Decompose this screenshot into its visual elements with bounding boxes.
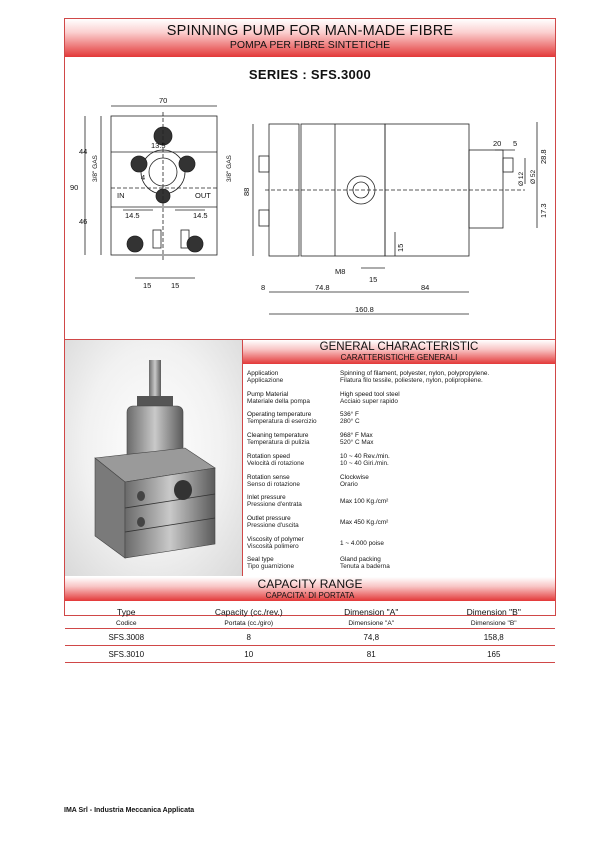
spec-label: Viscosity of polymer (247, 536, 304, 543)
pump-photo-illustration (65, 340, 243, 576)
spec-label-it: Temperatura di pulizia (247, 439, 310, 447)
dim-4: 4 (141, 173, 146, 182)
col-header-codice: Codice (65, 618, 188, 629)
spec-label: Seal type (247, 556, 274, 563)
capacity-header-row-it (65, 618, 555, 629)
col-header-type: Type (117, 607, 136, 617)
capacity-table (65, 606, 555, 663)
spec-value: 1 ~ 4.000 poise (340, 540, 384, 547)
cell-dim-b: 158,8 (433, 629, 556, 646)
spec-value: Spinning of filament, polyester, nylon, polypropylene. (340, 370, 490, 377)
cell-capacity: 8 (188, 629, 311, 646)
spec-label-it: Pressione d'uscita (247, 522, 299, 530)
label-in: IN (117, 191, 125, 200)
dim-13-5: 13.5 (151, 141, 166, 150)
dim-14-5-left: 14.5 (125, 211, 140, 220)
spec-value: 10 ~ 40 Rev./min. (340, 453, 390, 460)
spec-label: Cleaning temperature (247, 432, 309, 439)
label-out: OUT (195, 191, 211, 200)
cell-type: SFS.3010 (65, 646, 188, 663)
dim-88: 88 (242, 187, 251, 196)
spec-label-it: Pressione d'entrata (247, 501, 302, 509)
dim-74-8: 74.8 (315, 283, 330, 292)
dim-28-8: 28.8 (539, 149, 548, 164)
capacity-range-banner (65, 577, 555, 601)
cell-dim-b: 165 (433, 646, 556, 663)
dim-44: 44 (79, 147, 88, 156)
general-characteristic-banner (243, 340, 555, 364)
table-row (65, 629, 555, 646)
dim-m8: M8 (335, 267, 346, 276)
spec-label: Outlet pressure (247, 515, 291, 522)
cell-dim-a: 81 (310, 646, 433, 663)
dim-14-5-right: 14.5 (193, 211, 208, 220)
dim-84: 84 (421, 283, 430, 292)
gas-left: 3/8" GAS (92, 155, 99, 182)
capacity-subtitle: CAPACITA' DI PORTATA (265, 591, 355, 600)
company-footer: IMA Srl - Industria Meccanica Applicata (64, 807, 195, 814)
spec-label: Inlet pressure (247, 494, 286, 501)
spec-label: Operating temperature (247, 411, 312, 418)
cell-capacity: 10 (188, 646, 311, 663)
col-header-dim-a: Dimension "A" (344, 607, 399, 617)
col-header-dimensione-a: Dimensione "A" (310, 618, 433, 629)
dim-15-left: 15 (143, 281, 152, 290)
col-header-dimensione-b: Dimensione "B" (433, 618, 556, 629)
spec-value-it: Tenuta a baderna (340, 563, 390, 571)
spec-value-it: 280° C (340, 418, 360, 426)
dim-20: 20 (493, 139, 502, 148)
spec-value-it: Filatura filo tessile, poliestere, nylon, polipropilene. (340, 377, 483, 385)
pump-photo (65, 340, 243, 576)
dim-phi-52: Ø 52 (530, 169, 537, 184)
dim-8: 8 (261, 283, 266, 292)
spec-label-it: Tipo guarnizione (247, 563, 295, 571)
col-header-portata: Portata (cc./giro) (188, 618, 311, 629)
spec-label-it: Materiale della pompa (247, 398, 310, 406)
title-banner (65, 19, 555, 57)
dim-15-right: 15 (171, 281, 180, 290)
page-title: SPINNING PUMP FOR MAN-MADE FIBRE (166, 23, 454, 39)
dim-5: 5 (513, 139, 518, 148)
general-subtitle: CARATTERISTICHE GENERALI (340, 353, 458, 362)
spec-label-it: Senso di rotazione (247, 481, 300, 489)
dim-phi-12: Ø 12 (518, 171, 525, 186)
cell-type: SFS.3008 (65, 629, 188, 646)
spec-value: Max 450 Kg./cm² (340, 519, 389, 526)
dim-160-8: 160.8 (355, 305, 374, 314)
series-heading: SERIES : SFS.3000 (248, 67, 372, 82)
technical-drawing (65, 92, 555, 328)
col-header-dim-b: Dimension "B" (466, 607, 521, 617)
page-subtitle: POMPA PER FIBRE SINTETICHE (229, 39, 391, 51)
dim-70: 70 (159, 96, 168, 105)
spec-value: 968° F Max (340, 432, 373, 439)
capacity-header-row (65, 606, 555, 618)
spec-label: Rotation speed (247, 453, 290, 460)
dim-90: 90 (70, 183, 79, 192)
spec-value-it: 520° C Max (340, 439, 374, 447)
dim-15-vertical: 15 (396, 243, 405, 252)
gas-right: 3/8" GAS (226, 155, 233, 182)
general-title: GENERAL CHARACTERISTIC (319, 341, 479, 353)
spec-label-it: Velocità di rotazione (247, 460, 305, 468)
cell-dim-a: 74,8 (310, 629, 433, 646)
spec-value: High speed tool steel (340, 391, 400, 398)
spec-label-it: Viscosità polimero (247, 543, 299, 551)
spec-value: Max 100 Kg./cm² (340, 498, 389, 505)
spec-value: Gland packing (340, 556, 381, 563)
spec-label: Rotation sense (247, 474, 290, 481)
col-header-capacity: Capacity (cc./rev.) (214, 607, 283, 617)
spec-value-it: Acciaio super rapido (340, 398, 398, 406)
dim-15-horizontal: 15 (369, 275, 378, 284)
drawing-svg (65, 92, 555, 328)
dim-17-3: 17.3 (539, 203, 548, 218)
spec-value-it: Orario (340, 481, 358, 489)
spec-label: Pump Material (247, 391, 289, 398)
dim-46: 46 (79, 217, 88, 226)
spec-value-it: 10 ~ 40 Giri./min. (340, 460, 389, 468)
spec-label-it: Applicazione (247, 377, 284, 385)
table-row (65, 646, 555, 663)
spec-value: 536° F (340, 411, 359, 418)
spec-value: Clockwise (340, 474, 369, 481)
capacity-title: CAPACITY RANGE (257, 577, 363, 591)
spec-label-it: Temperatura di esercizio (247, 418, 317, 426)
spec-label: Application (247, 370, 279, 377)
